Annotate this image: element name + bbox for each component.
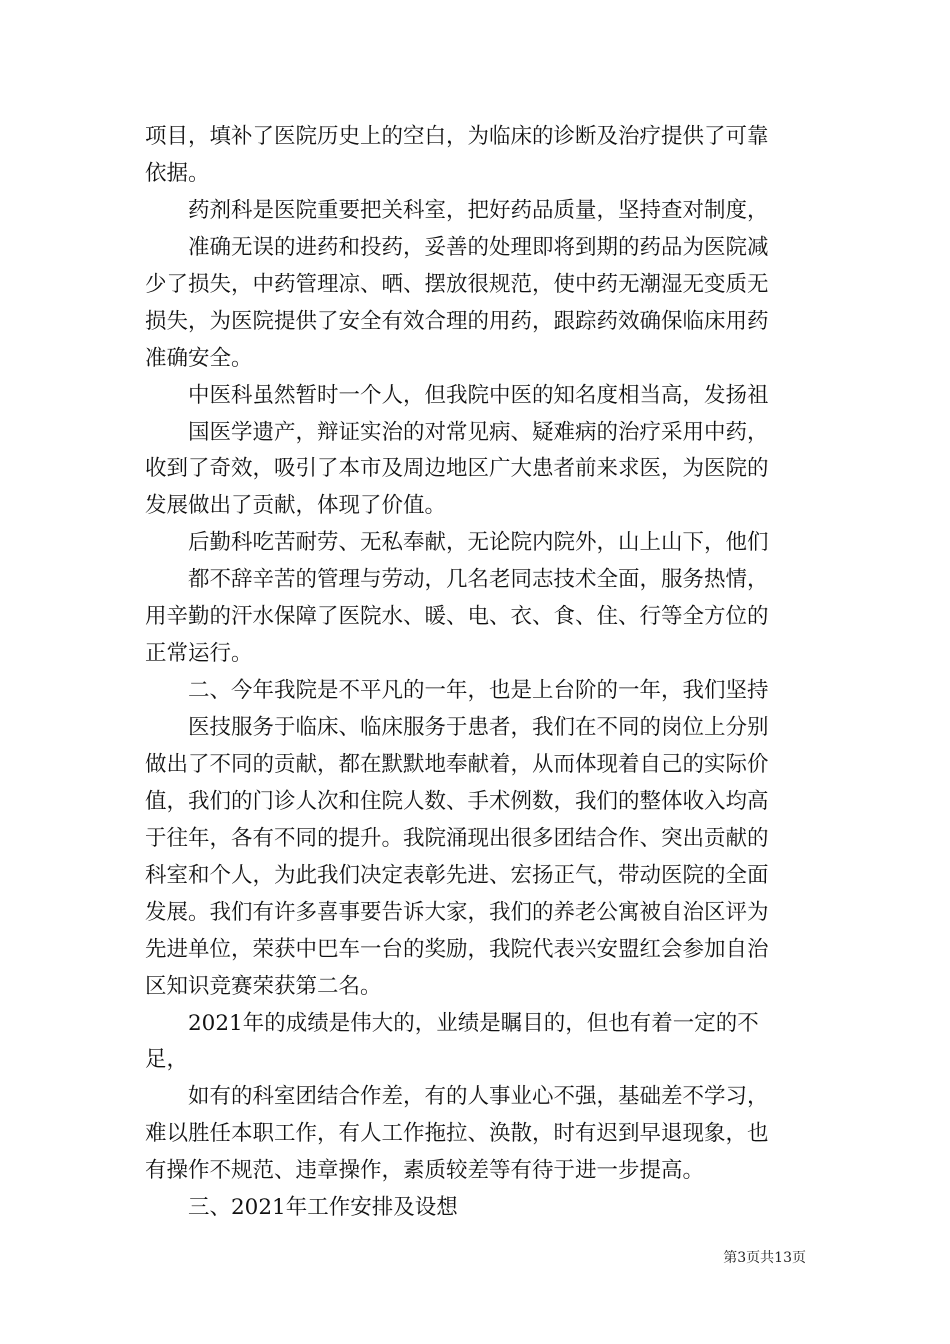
text-line: 三、2021年工作安排及设想 [188,1195,458,1221]
text-line: 药剂科是医院重要把关科室，把好药品质量，坚持查对制度， [188,197,769,223]
text-line: 中医科虽然暂时一个人，但我院中医的知名度相当高，发扬祖 [188,382,769,408]
text-line: 难以胜任本职工作，有人工作拖拉、涣散，时有迟到早退现象，也 [145,1121,769,1147]
text-line: 医技服务于临床、临床服务于患者，我们在不同的岗位上分别 [188,715,769,740]
text-line: 于往年，各有不同的提升。我院涌现出很多团结合作、突出贡献的 [145,825,769,851]
text-line: 如有的科室团结合作差，有的人事业心不强，基础差不学习， [188,1084,769,1110]
text-line: 依据。 [145,160,210,186]
text-line: 用辛勤的汗水保障了医院水、暖、电、衣、食、住、行等全方位的 [145,604,769,630]
text-line: 项目，填补了医院历史上的空白，为临床的诊断及治疗提供了可靠 [145,124,769,149]
text-line: 收到了奇效，吸引了本市及周边地区广大患者前来求医，为医院的 [145,456,769,482]
text-line: 正常运行。 [145,641,253,667]
text-line: 国医学遗产，辩证实治的对常见病、疑难病的治疗采用中药， [188,419,769,445]
text-line: 足， [145,1047,189,1073]
document-body [145,119,807,1227]
text-line: 做出了不同的贡献，都在默默地奉献着，从而体现着自己的实际价 [145,751,769,777]
text-line: 先进单位，荣获中巴车一台的奖励，我院代表兴安盟红会参加自治 [145,936,769,962]
text-line: 发展。我们有许多喜事要告诉大家，我们的养老公寓被自治区评为 [145,899,769,925]
text-line: 少了损失，中药管理凉、晒、摆放很规范，使中药无潮湿无变质无 [145,271,769,297]
text-line: 损失，为医院提供了安全有效合理的用药，跟踪药效确保临床用药 [145,308,769,334]
text-line: 发展做出了贡献，体现了价值。 [145,493,447,519]
text-line: 科室和个人，为此我们决定表彰先进、宏扬正气，带动医院的全面 [145,862,769,888]
text-line: 准确安全。 [145,345,253,371]
page-number: 第3页共13页 [723,1250,806,1266]
text-line: 区知识竞赛荣获第二名。 [145,973,382,999]
text-line: 有操作不规范、违章操作，素质较差等有待于进一步提高。 [145,1158,705,1184]
text-line: 2021年的成绩是伟大的，业绩是瞩目的，但也有着一定的不 [188,1010,759,1036]
text-line: 后勤科吃苦耐劳、无私奉献，无论院内院外，山上山下，他们 [188,530,769,556]
text-line: 二、今年我院是不平凡的一年，也是上台阶的一年，我们坚持 [188,678,769,704]
text-line: 准确无误的进药和投药，妥善的处理即将到期的药品为医院减 [188,234,769,260]
text-line: 都不辞辛苦的管理与劳动，几名老同志技术全面，服务热情， [188,567,769,593]
text-line: 值，我们的门诊人次和住院人数、手术例数，我们的整体收入均高 [145,788,769,814]
